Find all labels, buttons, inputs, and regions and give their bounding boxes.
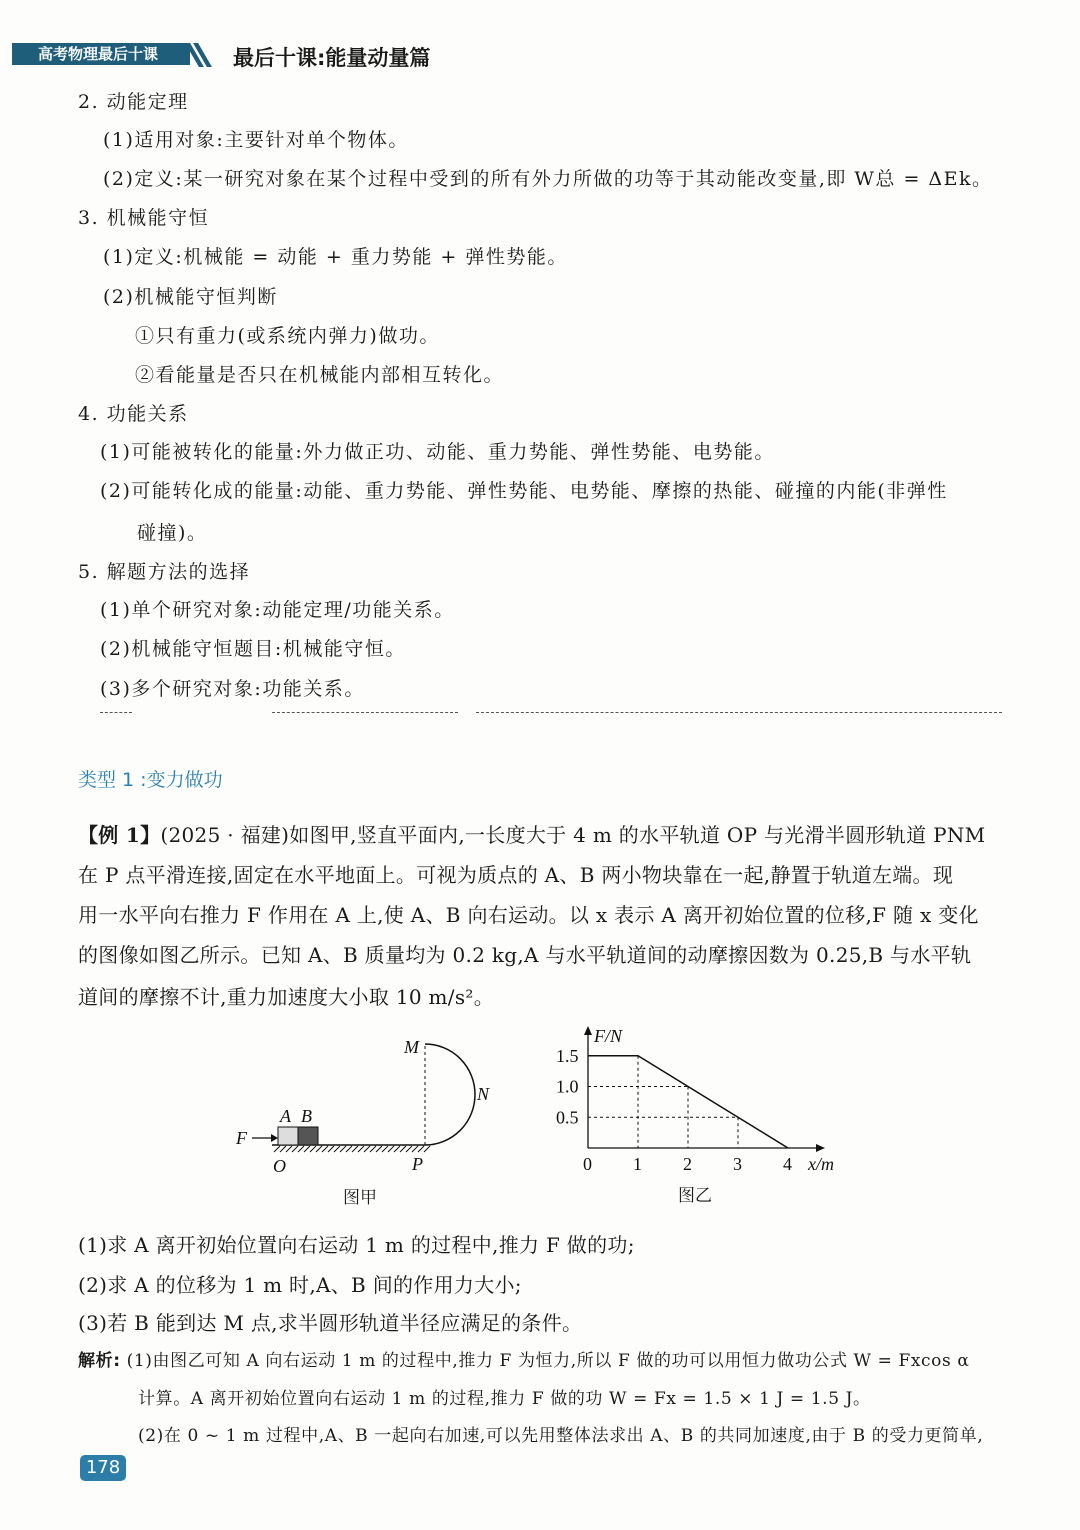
hatch-mark xyxy=(304,1146,310,1152)
solution-line: (2)在 0 ~ 1 m 过程中,A、B 一起向右加速,可以先用整体法求出 A、B 的共同加速度,由于 B 的受力更简单, xyxy=(138,1426,984,1446)
label-p: P xyxy=(412,1154,423,1174)
hatch-mark xyxy=(328,1146,334,1152)
hatch-mark xyxy=(406,1146,412,1152)
block-a xyxy=(278,1127,298,1145)
block-b xyxy=(298,1127,318,1145)
label-m: M xyxy=(404,1037,419,1057)
hatch-mark xyxy=(274,1146,280,1152)
divider xyxy=(272,712,458,713)
solution-line xyxy=(78,1349,969,1373)
label-f: F xyxy=(236,1128,247,1148)
hatch-mark xyxy=(400,1146,406,1152)
hatch-mark xyxy=(280,1146,286,1152)
label-b: B xyxy=(301,1106,312,1126)
solution-label: 解析: xyxy=(78,1351,121,1371)
hatch-mark xyxy=(310,1146,316,1152)
solution-text: (1)由图乙可知 A 向右运动 1 m 的过程中,推力 F 为恒力,所以 F 做的功可以用恒力做功公式 W = Fxcos α xyxy=(126,1351,970,1371)
y-tick-label: 0.5 xyxy=(556,1107,579,1128)
list-item: ②看能量是否只在机械能内部相互转化。 xyxy=(135,364,505,386)
force-arrowhead xyxy=(271,1134,278,1142)
x-tick-label: 2 xyxy=(683,1154,692,1174)
hatch-mark xyxy=(340,1146,346,1152)
y-tick-label: 1.5 xyxy=(556,1045,579,1066)
x-tick-label: 3 xyxy=(733,1154,742,1174)
section-heading: 5. 解题方法的选择 xyxy=(78,561,251,583)
label-o: O xyxy=(273,1156,286,1176)
hatch-mark xyxy=(424,1146,430,1152)
y-tick-label: 1.0 xyxy=(556,1076,579,1097)
solution-line: 计算。A 离开初始位置向右运动 1 m 的过程,推力 F 做的功 W = Fx = 1.5 × 1 J = 1.5 J。 xyxy=(138,1389,871,1409)
hatch-mark xyxy=(382,1146,388,1152)
x-tick-label: 1 xyxy=(633,1154,642,1174)
hatch-mark xyxy=(370,1146,376,1152)
hatch-mark xyxy=(322,1146,328,1152)
figure-b-caption: 图乙 xyxy=(678,1186,712,1206)
example-line: 的图像如图乙所示。已知 A、B 质量均为 0.2 kg,A 与水平轨道间的动摩擦因数为 0.25,B 与水平轨 xyxy=(78,943,972,967)
label-a: A xyxy=(280,1106,291,1126)
section-heading: 3. 机械能守恒 xyxy=(78,207,210,229)
hatch-mark xyxy=(394,1146,400,1152)
list-item: 碰撞)。 xyxy=(137,522,208,544)
list-item: (2)机械能守恒判断 xyxy=(103,286,278,308)
list-item: (1)适用对象:主要针对单个物体。 xyxy=(103,129,409,151)
question: (3)若 B 能到达 M 点,求半圆形轨道半径应满足的条件。 xyxy=(78,1311,583,1335)
question: (1)求 A 离开初始位置向右运动 1 m 的过程中,推力 F 做的功; xyxy=(78,1233,635,1257)
series-banner: 高考物理最后十课 xyxy=(12,43,190,65)
x-axis-arrow xyxy=(816,1144,825,1152)
hatch-mark xyxy=(286,1146,292,1152)
list-item: (1)单个研究对象:动能定理/功能关系。 xyxy=(100,599,455,621)
list-item: ①只有重力(或系统内弹力)做功。 xyxy=(135,325,440,347)
list-item: (3)多个研究对象:功能关系。 xyxy=(100,678,365,700)
example-tag: 【例 1】 xyxy=(78,823,161,847)
hatch-mark xyxy=(352,1146,358,1152)
list-item: (2)机械能守恒题目:机械能守恒。 xyxy=(100,638,406,660)
question: (2)求 A 的位移为 1 m 时,A、B 间的作用力大小; xyxy=(78,1273,522,1297)
hatch-mark xyxy=(388,1146,394,1152)
hatch-mark xyxy=(376,1146,382,1152)
example-line: 用一水平向右推力 F 作用在 A 上,使 A、B 向右运动。以 x 表示 A 离开初始位置的位移,F 随 x 变化 xyxy=(78,903,979,927)
y-axis-arrow xyxy=(584,1026,592,1035)
type-title: 类型 1 :变力做功 xyxy=(78,769,223,791)
x-tick-label: 0 xyxy=(583,1154,592,1174)
list-item: (1)可能被转化的能量:外力做正功、动能、重力势能、弹性势能、电势能。 xyxy=(100,441,775,463)
example-line: 在 P 点平滑连接,固定在水平地面上。可视为质点的 A、B 两小物块靠在一起,静置于轨道左端。现 xyxy=(78,863,954,887)
x-tick-label: 4 xyxy=(783,1154,792,1174)
label-n: N xyxy=(477,1084,490,1104)
example-text: (2025 · 福建)如图甲,竖直平面内,一长度大于 4 m 的水平轨道 OP 与光滑半圆形轨道 PNM xyxy=(160,823,986,847)
y-axis-label: F/N xyxy=(594,1026,623,1046)
example-line: 道间的摩擦不计,重力加速度大小取 10 m/s²。 xyxy=(78,985,495,1009)
figure-a-diagram xyxy=(235,1037,490,1176)
page-number: 178 xyxy=(80,1455,126,1481)
list-item: (1)定义:机械能 = 动能 + 重力势能 + 弹性势能。 xyxy=(103,246,568,268)
hatch-mark xyxy=(292,1146,298,1152)
series-line xyxy=(588,1056,788,1148)
figure-a-caption: 图甲 xyxy=(343,1188,377,1208)
hatch-mark xyxy=(346,1146,352,1152)
hatch-mark xyxy=(298,1146,304,1152)
section-heading: 4. 功能关系 xyxy=(78,403,189,425)
ground-hatch xyxy=(274,1146,430,1152)
hatch-mark xyxy=(364,1146,370,1152)
divider xyxy=(476,712,1002,713)
hatch-mark xyxy=(334,1146,340,1152)
example-line xyxy=(78,822,985,848)
hatch-mark xyxy=(412,1146,418,1152)
divider xyxy=(100,712,132,713)
section-heading: 2. 动能定理 xyxy=(78,91,189,113)
chapter-title: 最后十课:能量动量篇 xyxy=(233,46,431,70)
list-item: (2)可能转化成的能量:动能、重力势能、弹性势能、电势能、摩擦的热能、碰撞的内能(非弹性 xyxy=(100,480,948,502)
figures xyxy=(220,1020,860,1195)
semicircle-track xyxy=(425,1044,475,1145)
hatch-mark xyxy=(358,1146,364,1152)
figure-b-chart xyxy=(556,1026,834,1174)
hatch-mark xyxy=(316,1146,322,1152)
hatch-mark xyxy=(418,1146,424,1152)
x-axis-label: x/m xyxy=(808,1154,834,1174)
list-item: (2)定义:某一研究对象在某个过程中受到的所有外力所做的功等于其动能改变量,即 W总 = ΔEk。 xyxy=(103,168,993,190)
